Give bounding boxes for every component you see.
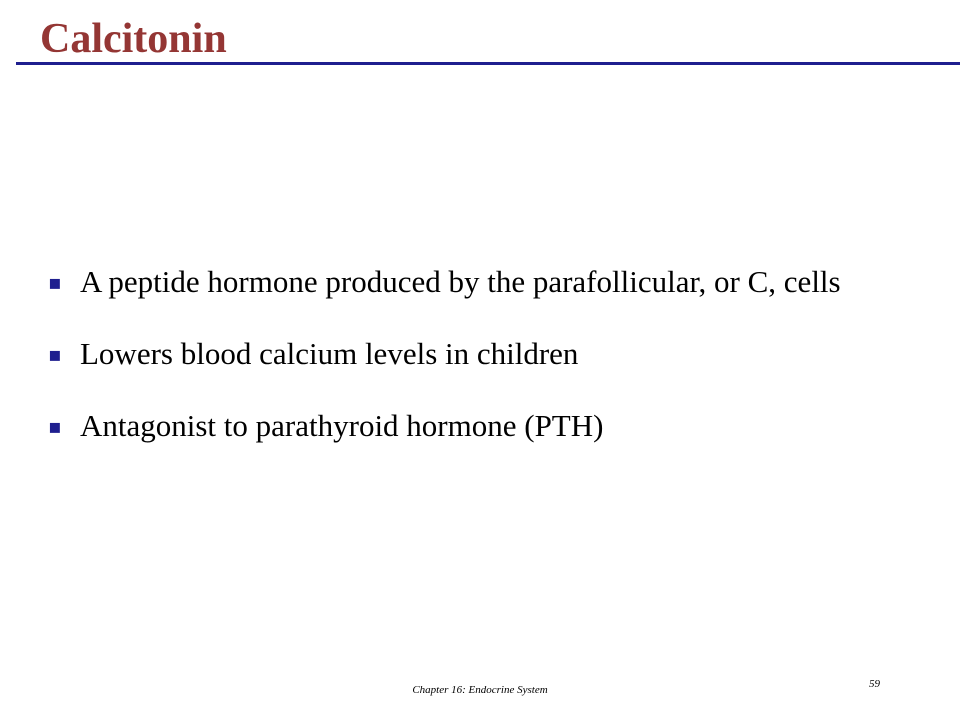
slide-footer: Chapter 16: Endocrine System: [412, 684, 548, 696]
title-underline: [16, 62, 960, 65]
bullet-text: Antagonist to parathyroid hormone (PTH): [80, 408, 604, 443]
square-bullet-icon: ▪: [48, 342, 62, 366]
square-bullet-icon: ▪: [48, 414, 62, 438]
bullet-text: A peptide hormone produced by the parafollicular, or C, cells: [80, 264, 841, 299]
bullet-item: [48, 406, 928, 446]
page-number: 59: [869, 678, 880, 690]
slide-title: Calcitonin: [40, 16, 227, 62]
bullet-list: [48, 262, 928, 478]
bullet-item: [48, 262, 928, 302]
bullet-text: Lowers blood calcium levels in children: [80, 336, 579, 371]
bullet-item: [48, 334, 928, 374]
square-bullet-icon: ▪: [48, 270, 62, 294]
